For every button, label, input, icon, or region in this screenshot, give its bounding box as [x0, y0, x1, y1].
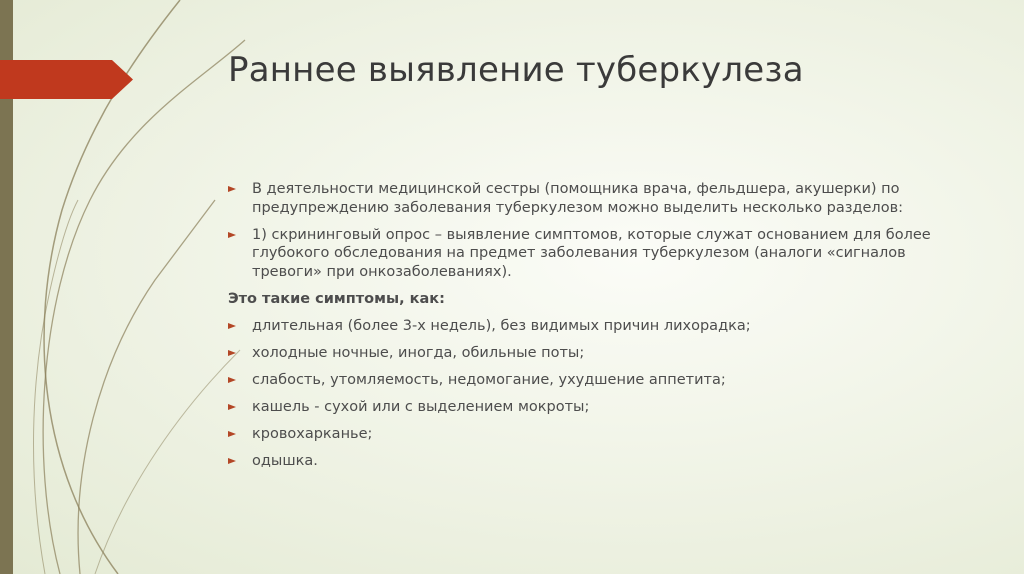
deco-curve-5	[95, 350, 240, 574]
arrow-bullet-icon	[228, 458, 236, 464]
slide-content	[228, 180, 948, 479]
symptom-item	[228, 398, 948, 417]
symptoms-heading: Это такие симптомы, как:	[228, 290, 445, 307]
list-item	[228, 226, 948, 282]
symptom-item	[228, 317, 948, 336]
symptom-text: кашель - сухой или с выделением мокроты;	[252, 398, 590, 415]
deco-curve-3	[78, 200, 215, 574]
arrow-bullet-icon	[228, 232, 236, 238]
list-item-text: В деятельности медицинской сестры (помощника врача, фельдшера, акушерки) по предупреждению заболевания туберкулезом можно выделить несколько разделов:	[252, 181, 903, 216]
symptom-text: одышка.	[252, 452, 318, 469]
arrow-bullet-icon	[228, 404, 236, 410]
arrow-bullet-icon	[228, 431, 236, 437]
arrow-bullet-icon	[228, 323, 236, 329]
symptom-item	[228, 371, 948, 390]
title-ribbon	[0, 60, 133, 99]
symptom-item	[228, 452, 948, 471]
arrow-bullet-icon	[228, 350, 236, 356]
arrow-bullet-icon	[228, 377, 236, 383]
ribbon-shape	[0, 60, 133, 99]
list-item	[228, 180, 948, 217]
symptom-text: холодные ночные, иногда, обильные поты;	[252, 344, 585, 361]
symptom-text: слабость, утомляемость, недомогание, ухудшение аппетита;	[252, 371, 726, 388]
arrow-bullet-icon	[228, 186, 236, 192]
symptom-item	[228, 344, 948, 363]
symptom-text: кровохарканье;	[252, 425, 373, 442]
symptom-item	[228, 425, 948, 444]
deco-curve-4	[34, 200, 78, 574]
page-title: Раннее выявление туберкулеза	[228, 50, 804, 90]
list-item-text: 1) скрининговый опрос – выявление симптомов, которые служат основанием для более глубокого обследования на предмет заболевания туберкулезом (аналоги «сигналов тревоги» при онкозаболеваниях).	[252, 226, 931, 280]
symptom-text: длительная (более 3-х недель), без видимых причин лихорадка;	[252, 317, 751, 334]
